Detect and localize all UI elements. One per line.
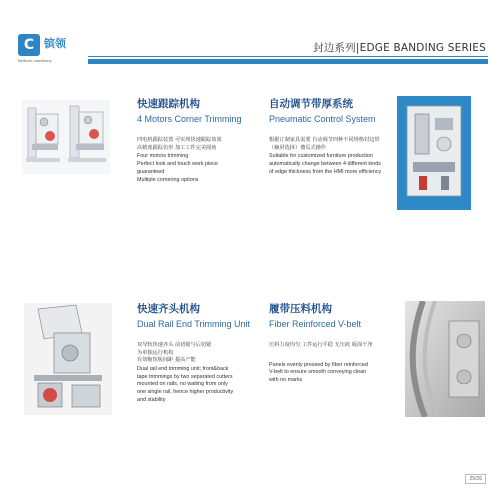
feature-corner-trimming	[137, 98, 257, 184]
desc-en-line: Suitable for customized furniture production	[269, 153, 373, 160]
series-title: 封边系列|EDGE BANDING SERIES	[313, 42, 486, 54]
feature-description-cn	[137, 137, 257, 152]
desc-en-line: with no marks	[269, 377, 303, 384]
feature-end-trimming	[137, 303, 267, 405]
pneumatic-cylinder-illustration	[397, 96, 471, 210]
desc-en-line: Dual rail end trimming unit; front&back	[137, 365, 229, 372]
desc-en-line: Four motors trimming	[137, 153, 189, 160]
feature-title-en: 4 Motors Corner Trimming	[137, 114, 242, 124]
v-belt-image	[405, 301, 485, 417]
feature-title-en: Dual Rail End Trimming Unit	[137, 319, 251, 329]
v-belt-illustration	[405, 301, 485, 417]
feature-title-en: Fiber Reinforced V-belt	[269, 319, 362, 329]
desc-en-line: Perfect look and touch work piece	[137, 160, 218, 167]
pneumatic-control-image	[397, 96, 471, 210]
feature-title-cn: 履带压料机构	[269, 303, 332, 315]
end-trimming-image	[24, 303, 112, 415]
feature-description-en	[269, 153, 414, 176]
feature-description-en	[137, 366, 267, 405]
desc-cn-line: 压料力度均匀 工件运行平稳 无压痕 板面干净	[269, 342, 373, 348]
feature-description-cn	[137, 342, 267, 365]
logo-mark: C	[18, 34, 40, 56]
desc-en-line: guaranteed	[137, 168, 165, 175]
end-trimming-unit-illustration	[24, 303, 112, 415]
desc-cn-line: 高精度跟踪仿形 加工工件完美圆角	[137, 144, 217, 151]
desc-en-line: one single rail, hence higher productivity	[137, 389, 234, 396]
desc-cn-line: 根据订制家具需要 自动调节四种不同规格封边带	[269, 137, 380, 143]
feature-title-en: Pneumatic Control System	[269, 114, 376, 124]
feature-title-cn: 快速齐头机构	[137, 303, 200, 315]
logo-text: 镔领	[44, 37, 66, 50]
feature-v-belt	[269, 303, 389, 385]
corner-trimming-image	[22, 100, 110, 174]
desc-cn-line: 为单独运行机构	[137, 349, 174, 356]
header-divider-thin	[88, 56, 488, 57]
feature-description-cn	[269, 137, 389, 152]
desc-cn-line: 四电机跟踪装置 可实现快速跟踪效果	[137, 137, 222, 143]
page-number: 25/26	[465, 474, 486, 484]
desc-en-line: automatically change between 4 different kinds	[269, 160, 381, 167]
desc-en-line: Panels evenly pressed by fiber reinforced	[269, 361, 368, 368]
header-divider-thick	[88, 59, 488, 64]
logo-subtext: Bellinon machinery	[18, 58, 52, 63]
desc-en-line: V-belt to ensure smooth conveying clean	[269, 369, 367, 376]
desc-cn-line: 有效缩短板间距 提高产能	[137, 357, 196, 364]
feature-description-en	[137, 153, 257, 184]
desc-cn-line: （触屏选择）傻瓜式操作	[269, 144, 327, 151]
desc-en-line: Multiple cornering options	[137, 176, 199, 183]
feature-title-cn: 自动调节带厚系统	[269, 98, 353, 110]
desc-en-line: of edge thickness from the HMI more efficiency	[269, 168, 382, 175]
feature-title-cn: 快速跟踪机构	[137, 98, 200, 110]
feature-description-cn	[269, 342, 389, 350]
company-logo	[18, 34, 78, 62]
desc-cn-line: 双导轨快速齐头 前切锯与后切锯	[137, 342, 212, 348]
desc-en-line: tape trimmings by two separated cutters	[137, 373, 233, 380]
feature-pneumatic-control	[269, 98, 389, 177]
desc-en-line: and stability	[137, 396, 166, 403]
feature-description-en	[269, 362, 389, 385]
desc-en-line: mounted on rails, no waiting from only	[137, 381, 228, 388]
corner-trimming-units-illustration	[22, 100, 110, 174]
